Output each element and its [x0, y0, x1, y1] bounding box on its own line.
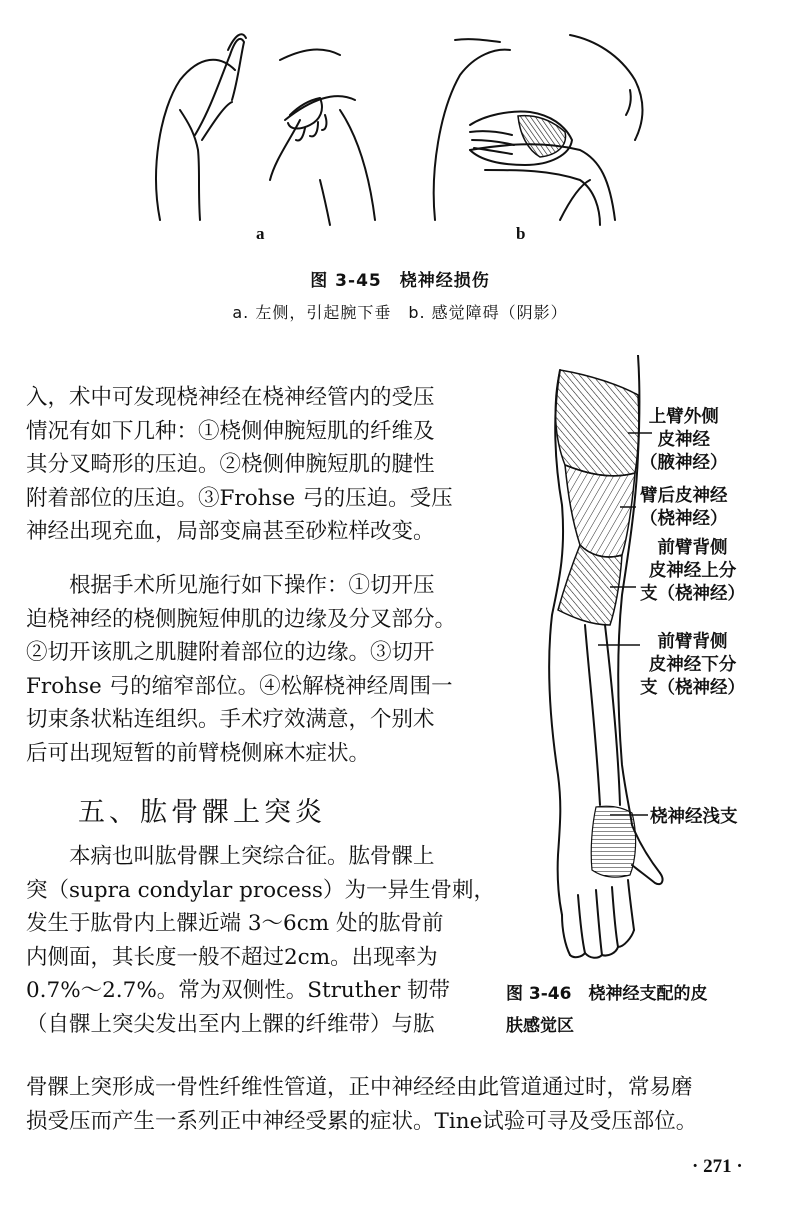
paragraph-3-line: 本病也叫肱骨髁上突综合征。肱骨髁上: [26, 844, 435, 869]
paragraph-2-line: 切束条状粘连组织。手术疗效满意，个别术: [26, 707, 435, 732]
posterior-brachial-cutaneous-region: [565, 465, 635, 557]
label-line: （桡神经）: [640, 509, 728, 529]
paragraph-1-line: 其分叉畸形的压迫。②桡侧伸腕短肌的腱性: [26, 452, 435, 477]
label-forearm-dorsal-upper-branch: [640, 537, 745, 606]
paragraph-2: [26, 569, 506, 770]
label-posterior-brachial-cutaneous-nerve: [640, 485, 728, 531]
figure-3-45-subcaption: a. 左侧，引起腕下垂 b. 感觉障碍（阴影）: [232, 303, 568, 322]
label-line: （腋神经）: [640, 453, 728, 473]
figure-a-raised-forearm: [195, 39, 244, 135]
figure-a-drooping-hand: [288, 98, 322, 129]
label-line: 桡神经浅支: [650, 807, 738, 827]
hand-fingers: [562, 880, 634, 955]
paragraph-2-line: 根据手术所见施行如下操作：①切开压: [26, 573, 435, 598]
paragraph-4-line: 损受压而产生一系列正中神经受累的症状。Tine试验可寻及受压部位。: [26, 1108, 698, 1134]
paragraph-1: [26, 381, 506, 549]
paragraph-3-line: 发生于肱骨内上髁近端 3～6cm 处的肱骨前: [26, 911, 444, 936]
page-number: · 271 ·: [692, 1156, 743, 1177]
section-heading: 五、肱骨髁上突炎: [78, 797, 326, 828]
label-superficial-radial-nerve: [650, 806, 738, 829]
paragraph-3-line: 突（supra condylar process）为一异生骨刺，: [26, 877, 495, 903]
label-line: 臂后皮神经: [640, 486, 728, 506]
label-line: 皮神经上分: [648, 561, 737, 581]
paragraph-1-line: 情况有如下几种：①桡侧伸腕短肌的纤维及: [26, 418, 435, 444]
paragraph-2-line: 后可出现短暂的前臂桡侧麻木症状。: [26, 740, 371, 766]
figure-3-45-caption: 图 3-45 桡神经损伤: [310, 271, 490, 291]
paragraph-3: [26, 840, 506, 1041]
paragraph-3-line: 内侧面，其长度一般不超过2cm。出现率为: [26, 944, 438, 970]
paragraph-1-line: 神经出现充血，局部变扁甚至砂粒样改变。: [26, 519, 435, 544]
figure-3-45-illustration: [140, 20, 680, 250]
paragraph-3-line: （自髁上突尖发出至内上髁的纤维带）与肱: [26, 1011, 435, 1037]
label-line: 上臂外侧: [648, 407, 719, 427]
caption-line: 肤感觉区: [506, 1016, 574, 1036]
forearm-dorsal-upper-branch-region: [558, 545, 622, 625]
label-line: 支（桡神经）: [640, 678, 745, 698]
paragraph-4-line: 骨髁上突形成一骨性纤维性管道，正中神经经由此管道通过时，常易磨: [26, 1075, 693, 1100]
figure-3-46-caption: [506, 978, 776, 1042]
figure-b-shoulder-outline: [434, 50, 510, 220]
superficial-radial-region: [591, 806, 635, 877]
paragraph-3-line: 0.7%～2.7%。常为双侧性。Struther 韧带: [26, 978, 451, 1003]
label-upper-lateral-cutaneous-nerve: [640, 406, 728, 475]
upper-lateral-cutaneous-region: [555, 370, 638, 476]
caption-line: 图 3-46 桡神经支配的皮: [506, 984, 708, 1004]
paragraph-1-line: 入，术中可发现桡神经在桡神经管内的受压: [26, 385, 435, 410]
paragraph-2-line: 迫桡神经的桡侧腕短伸肌的边缘及分叉部分。: [26, 606, 457, 632]
label-line: 皮神经下分: [648, 655, 737, 675]
label-line: 前臂背侧: [657, 538, 728, 558]
label-forearm-dorsal-lower-branch: [640, 631, 745, 700]
paragraph-2-line: Frohse 弓的缩窄部位。④松解桡神经周围一: [26, 673, 453, 699]
label-line: 前臂背侧: [657, 632, 728, 652]
paragraph-1-line: 附着部位的压迫。③Frohse 弓的压迫。受压: [26, 485, 453, 511]
label-line: 皮神经: [657, 430, 710, 450]
paragraph-4: [26, 1071, 786, 1138]
figure-3-45-label-b: b: [516, 224, 526, 243]
paragraph-2-line: ②切开该肌之肌腱附着部位的边缘。③切开: [26, 640, 435, 665]
label-line: 支（桡神经）: [640, 584, 745, 604]
figure-3-45-label-a: a: [256, 224, 265, 243]
